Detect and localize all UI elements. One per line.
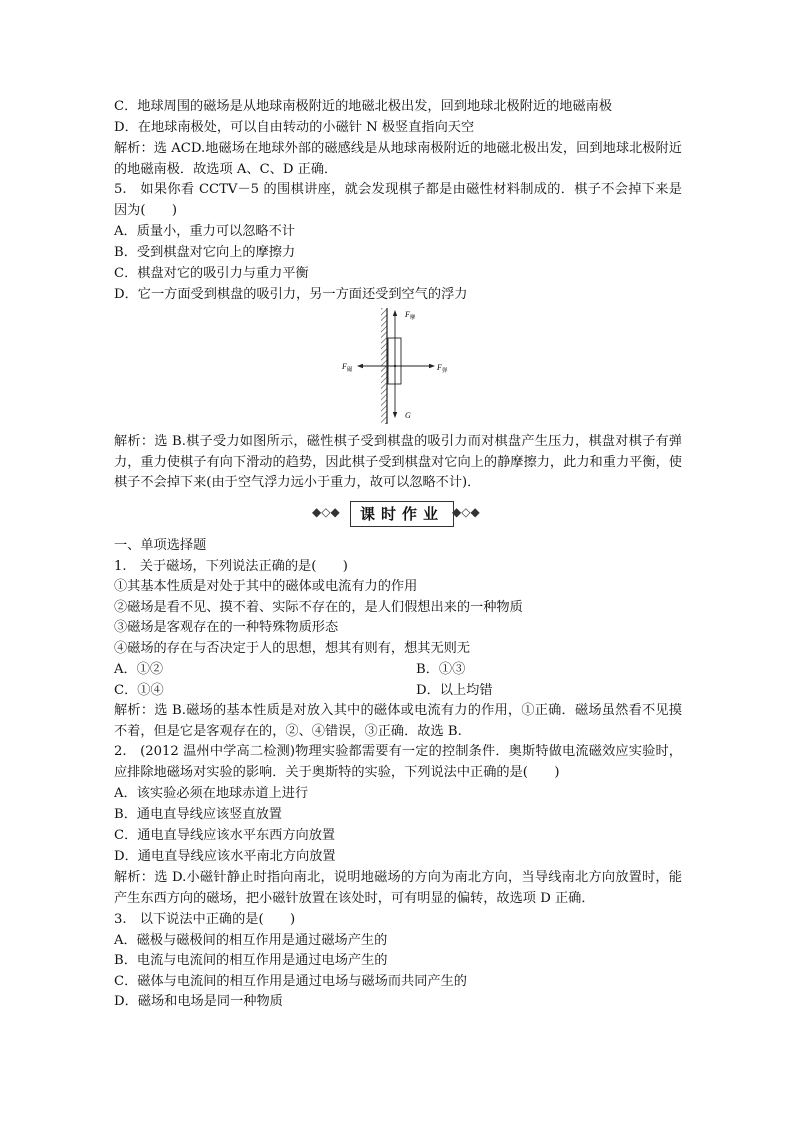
gravity-label: G — [405, 411, 411, 420]
question-2-stem: 2. (2012 温州中学高二检测)物理实验都需要有一定的控制条件．奥斯特做电流磁效应实验时，应排除地磁场对实验的影响．关于奥斯特的实验，下列说法中正确的是( ) — [114, 744, 682, 780]
option-a: A．该实验必须在地球赤道上进行 — [114, 786, 309, 801]
option-d: D．在地球南极处，可以自由转动的小磁针 N 极竖直指向天空 — [114, 120, 475, 135]
option-d: D．以上均错 — [416, 683, 493, 698]
option-c: C．磁体与电流间的相互作用是通过电场与磁场而共同产生的 — [114, 974, 467, 989]
statement-1: ①其基本性质是对处于其中的磁体或电流有力的作用 — [114, 579, 418, 594]
option-d: D．磁场和电场是同一种物质 — [114, 994, 283, 1009]
elastic-force-label: $F_弹$ — [437, 363, 448, 374]
analysis: 解析：选 B.磁场的基本性质是对放入其中的磁体或电流有力的作用，①正确．磁场虽然看不见摸不着，但是它是客观存在的，②、④错误，③正确．故选 B. — [114, 703, 682, 739]
statement-2: ②磁场是看不见、摸不着、实际不存在的，是人们假想出来的一种物质 — [114, 600, 523, 615]
option-c: C．棋盘对它的吸引力与重力平衡 — [114, 266, 309, 281]
option-b: B．电流与电流间的相互作用是通过电场产生的 — [114, 953, 388, 968]
banner-title: 课时作业 — [350, 501, 454, 527]
analysis: 解析：选 B.棋子受力如图所示，磁性棋子受到棋盘的吸引力而对棋盘产生压力，棋盘对棋子有弹力，重力使棋子有向下滑动的趋势，因此棋子受到棋盘对它向上的静摩擦力，此力和重力平衡，使棋子不会掉下来(由于空气浮力远小于重力，故可以忽略不计)． — [114, 434, 682, 490]
analysis: 解析：选 ACD.地磁场在地球外部的磁感线是从地球南极附近的地磁北极出发，回到地球北极附近的地磁南极．故选项 A、C、D 正确． — [114, 141, 682, 177]
option-a: A．①② — [114, 662, 164, 677]
homework-banner — [312, 500, 487, 528]
analysis: 解析：选 D.小磁针静止时指向南北，说明地磁场的方向为南北方向，当导线南北方向放置时，能产生东西方向的磁场，把小磁针放置在该处时，可有明显的偏转，故选项 D 正确． — [114, 870, 682, 906]
statement-3: ③磁场是客观存在的一种特殊物质形态 — [114, 620, 339, 635]
option-b: B．①③ — [416, 662, 466, 677]
option-d: D．它一方面受到棋盘的吸引力，另一方面还受到空气的浮力 — [114, 287, 468, 302]
option-c: C．地球周围的磁场是从地球南极附近的地磁北极出发，回到地球北极附近的地磁南极 — [114, 99, 613, 114]
friction-label: $F_摩$ — [405, 310, 416, 321]
option-b: B．受到棋盘对它向上的摩擦力 — [114, 245, 296, 260]
question-5-stem: 5. 如果你看 CCTV－5 的围棋讲座，就会发现棋子都是由磁性材料制成的．棋子不会掉下来是因为( ) — [114, 182, 682, 218]
option-a: A．磁极与磁极间的相互作用是通过磁场产生的 — [114, 933, 388, 948]
option-d: D．通电直导线应该水平南北方向放置 — [114, 849, 336, 864]
chess-piece — [388, 338, 401, 384]
option-a: A．质量小，重力可以忽略不计 — [114, 224, 295, 239]
diamond-decoration-icon: ◆◇◆ — [312, 505, 340, 519]
statement-4: ④磁场的存在与否决定于人的思想，想其有则有，想其无则无 — [114, 641, 471, 656]
section-title: 一、单项选择题 — [114, 538, 207, 553]
question-1-stem: 1. 关于磁场，下列说法正确的是( ) — [114, 559, 348, 574]
option-c: C．①④ — [114, 683, 164, 698]
force-diagram — [335, 304, 465, 428]
question-3-stem: 3. 以下说法中正确的是( ) — [114, 912, 296, 927]
option-b: B．通电直导线应该竖直放置 — [114, 807, 282, 822]
option-c: C．通电直导线应该水平东西方向放置 — [114, 828, 336, 843]
diamond-decoration-icon: ◆◇◆ — [452, 505, 480, 519]
magnetic-force-label: $F_磁$ — [342, 362, 353, 373]
